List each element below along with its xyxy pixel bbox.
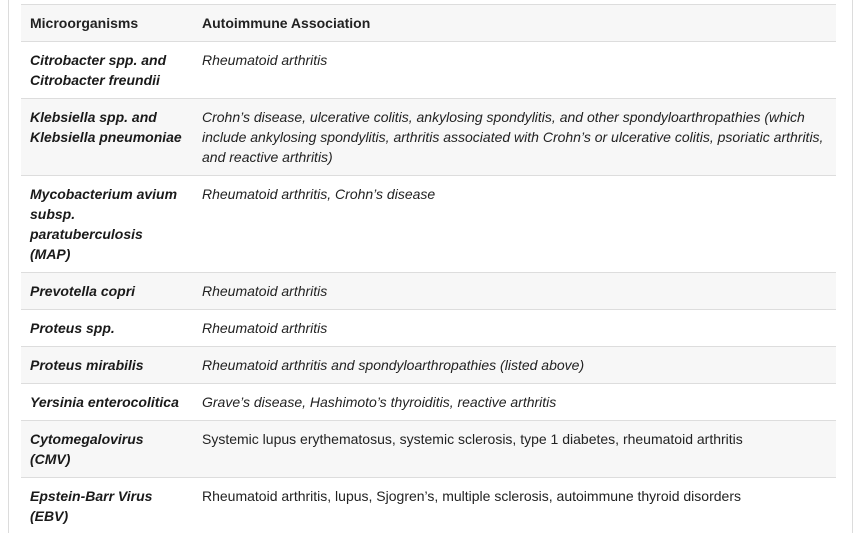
- table-row: [21, 421, 836, 478]
- organism-cell: Cytomegalovirus (CMV): [21, 421, 193, 478]
- association-cell: Rheumatoid arthritis, Crohn’s disease: [193, 176, 836, 273]
- organism-cell: Mycobacterium avium subsp. paratuberculosis (MAP): [21, 176, 193, 273]
- organism-cell: Epstein-Barr Virus (EBV): [21, 478, 193, 533]
- table-row: [21, 176, 836, 273]
- association-cell: Rheumatoid arthritis and spondyloarthropathies (listed above): [193, 347, 836, 384]
- table-row: [21, 347, 836, 384]
- table-header-row: [21, 5, 836, 42]
- association-cell: Rheumatoid arthritis: [193, 273, 836, 310]
- organism-cell: Yersinia enterocolitica: [21, 384, 193, 421]
- table-row: [21, 99, 836, 176]
- organism-cell: Prevotella copri: [21, 273, 193, 310]
- table-row: [21, 310, 836, 347]
- association-cell: Crohn’s disease, ulcerative colitis, ankylosing spondylitis, and other spondyloarthropathies (which include ankylosing spondylitis, arthritis associated with Crohn’s or ulcerative colitis, psoriatic arthritis, and reactive arthritis): [193, 99, 836, 176]
- header-microorganisms: Microorganisms: [21, 5, 193, 42]
- table-row: [21, 478, 836, 533]
- association-cell: Systemic lupus erythematosus, systemic sclerosis, type 1 diabetes, rheumatoid arthritis: [193, 421, 836, 478]
- table-row: [21, 273, 836, 310]
- association-cell: Rheumatoid arthritis: [193, 310, 836, 347]
- organism-cell: Klebsiella spp. and Klebsiella pneumoniae: [21, 99, 193, 176]
- association-cell: Rheumatoid arthritis, lupus, Sjogren’s, multiple sclerosis, autoimmune thyroid disorders: [193, 478, 836, 533]
- table-row: [21, 42, 836, 99]
- association-cell: Grave’s disease, Hashimoto’s thyroiditis, reactive arthritis: [193, 384, 836, 421]
- organism-cell: Proteus spp.: [21, 310, 193, 347]
- association-cell: Rheumatoid arthritis: [193, 42, 836, 99]
- header-autoimmune-association: Autoimmune Association: [193, 5, 836, 42]
- table-container: [8, 0, 853, 533]
- microorganism-association-table: [21, 4, 836, 533]
- organism-cell: Proteus mirabilis: [21, 347, 193, 384]
- organism-cell: Citrobacter spp. and Citrobacter freundii: [21, 42, 193, 99]
- table-row: [21, 384, 836, 421]
